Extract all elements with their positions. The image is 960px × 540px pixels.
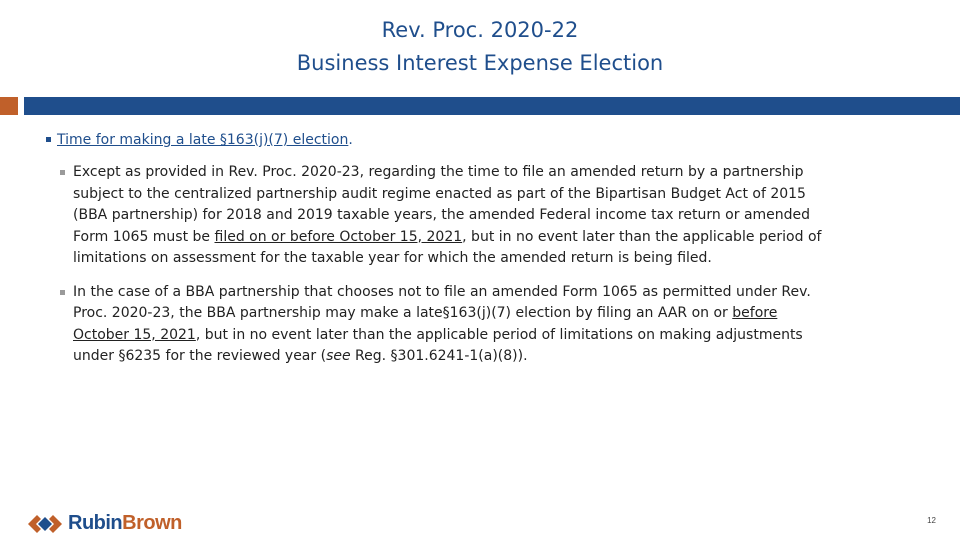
logo-text-part2: Brown (122, 512, 182, 534)
logo-text (68, 512, 182, 535)
sub-bullet-2-deadline: before October 15, 2021 (73, 305, 778, 343)
logo-diamond-icon (28, 514, 62, 534)
accent-bar-orange (0, 97, 18, 115)
title-line-1: Rev. Proc. 2020-22 (381, 18, 579, 42)
main-bullet (46, 130, 826, 150)
sub-bullet-1-deadline: filed on or before October 15, 2021 (214, 228, 463, 245)
sub-bullet-1-post: , but in no event later than the applicable period of limitations on assessment for the taxable year for which the amended return is being filed. (73, 228, 822, 266)
slide-content (46, 130, 826, 368)
logo-text-part1: Rubin (68, 512, 123, 534)
accent-bar-blue (24, 97, 960, 115)
title-line-2: Business Interest Expense Election (296, 51, 664, 75)
sub-bullet-2-post-b: Reg. §301.6241-1(a)(8)). (350, 348, 528, 364)
bullet-square-icon (46, 137, 51, 142)
slide-title (0, 14, 960, 80)
main-bullet-text: Time for making a late §163(j)(7) election (57, 132, 349, 148)
bullet-square-icon (60, 170, 65, 175)
sub-bullet-2 (46, 282, 826, 368)
rubinbrown-logo (28, 512, 182, 535)
bullet-square-icon (60, 290, 65, 295)
page-number: 12 (927, 516, 936, 525)
sub-bullet-2-italic: see (326, 348, 351, 364)
sub-bullet-1-pre: Except as provided in Rev. Proc. 2020-23, regarding the time to file an amended return by a partnership subject to the centralized partnership audit regime enacted as part of the Bipartisan Budget Act of 2015 (BBA partnership) for 2018 and 2019 taxable years, the amended Federal income tax return or amended Form 1065 must be (73, 164, 811, 245)
sub-bullet-2-pre: In the case of a BBA partnership that chooses not to file an amended Form 1065 as permitted under Rev. Proc. 2020-23, the BBA partnership may make a late§163(j)(7) election by filing an AAR on or (73, 283, 811, 321)
sub-bullet-2-post-a: , but in no event later than the applicable period of limitations on making adjustments under §6235 for the reviewed year ( (73, 326, 803, 364)
sub-bullet-1 (46, 162, 826, 270)
main-bullet-suffix: . (348, 132, 353, 148)
